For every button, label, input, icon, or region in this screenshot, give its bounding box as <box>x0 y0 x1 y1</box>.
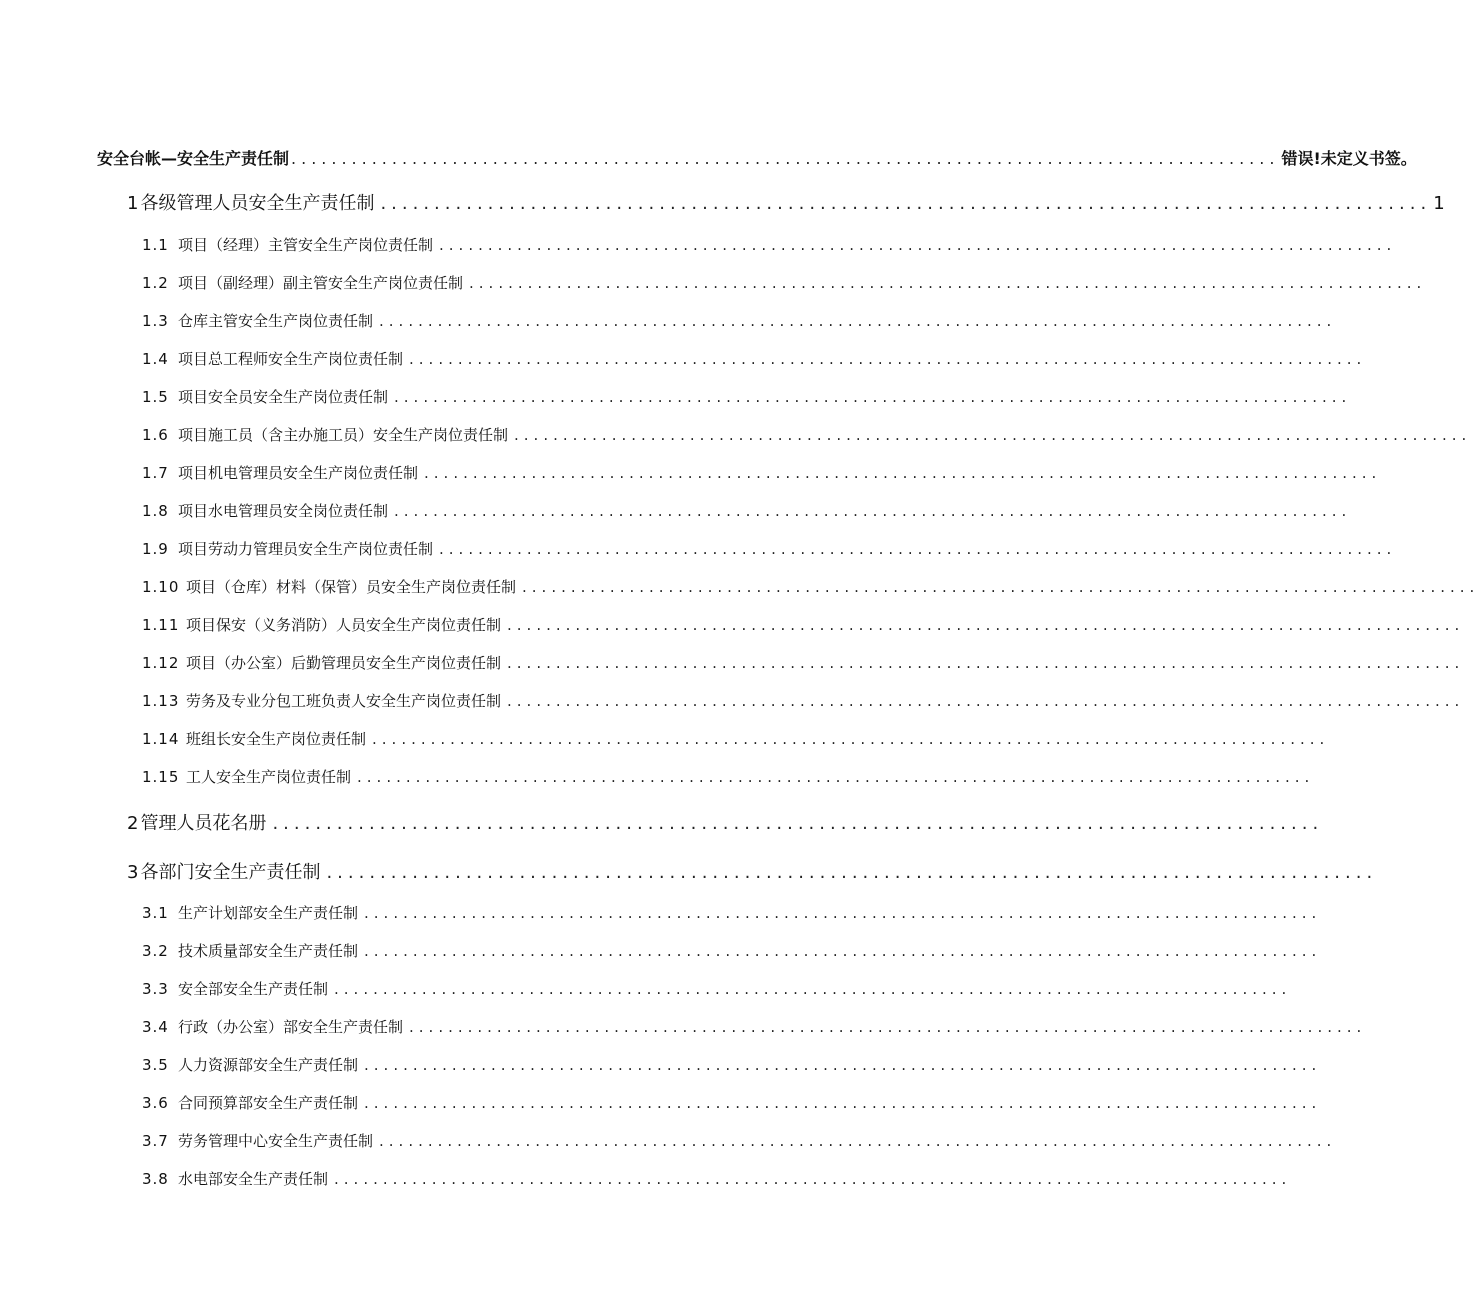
toc-entry-section[interactable] <box>142 1168 1292 1189</box>
toc-section-number: 1.4 <box>142 350 169 368</box>
dot-leader: .................................................................................................. <box>394 388 1352 406</box>
toc-section-label: 仓库主管安全生产岗位责任制 <box>178 312 374 330</box>
dot-leader: .................................................................................................. <box>326 862 1378 883</box>
toc-section-number: 1.7 <box>142 464 169 482</box>
dot-leader: .................................................................................................. <box>380 193 1432 214</box>
toc-entry-chapter-3[interactable] <box>127 858 1378 884</box>
dot-leader: .................................................................................................. <box>507 692 1465 710</box>
dot-leader: .................................................................................................. <box>364 904 1322 922</box>
toc-entry-section[interactable] <box>142 386 1352 407</box>
toc-section-label: 项目（经理）主管安全生产岗位责任制 <box>178 236 434 254</box>
toc-section-number: 3.8 <box>142 1170 169 1188</box>
toc-section-label: 项目水电管理员安全岗位责任制 <box>178 502 389 520</box>
dot-leader: .................................................................................................. <box>409 1018 1367 1036</box>
toc-section-number: 1.13 <box>142 692 180 710</box>
toc-section-label: 安全部安全生产责任制 <box>178 980 329 998</box>
dot-leader: .................................................................................................. <box>514 426 1472 444</box>
toc-section-number: 1.11 <box>142 616 180 634</box>
toc-section-number: 3.1 <box>142 904 169 922</box>
toc-section-number: 3.2 <box>142 942 169 960</box>
toc-entry-section[interactable] <box>142 1016 1367 1037</box>
toc-chapter-label: 各部门安全生产责任制 <box>140 862 321 883</box>
dot-leader: .................................................................................................. <box>409 350 1367 368</box>
toc-chapter-number: 2 <box>127 813 139 834</box>
dot-leader: .................................................................................................. <box>379 1132 1337 1150</box>
toc-entry-section[interactable] <box>142 500 1352 521</box>
toc-section-number: 1.10 <box>142 578 180 596</box>
toc-section-number: 1.15 <box>142 768 180 786</box>
dot-leader: .................................................................................................. <box>357 768 1315 786</box>
toc-section-label: 水电部安全生产责任制 <box>178 1170 329 1188</box>
toc-section-number: 1.2 <box>142 274 169 292</box>
toc-section-number: 1.5 <box>142 388 169 406</box>
toc-entry-section[interactable] <box>142 940 1322 961</box>
toc-entry-section[interactable] <box>142 652 1465 673</box>
toc-entry-section[interactable] <box>142 690 1465 711</box>
dot-leader: .................................................................................................. <box>394 502 1352 520</box>
dot-leader: .................................................................................................. <box>334 1170 1292 1188</box>
toc-section-label: 项目施工员（含主办施工员）安全生产岗位责任制 <box>178 426 509 444</box>
dot-leader: .................................................................................................. <box>291 149 1280 168</box>
toc-chapter-number: 1 <box>127 193 139 214</box>
toc-chapter-number: 3 <box>127 862 139 883</box>
toc-section-label: 合同预算部安全生产责任制 <box>178 1094 359 1112</box>
toc-section-label: 项目总工程师安全生产岗位责任制 <box>178 350 404 368</box>
toc-entry-section[interactable] <box>142 1092 1322 1113</box>
toc-entry-chapter-2[interactable] <box>127 809 1324 835</box>
toc-section-label: 班组长安全生产岗位责任制 <box>186 730 367 748</box>
toc-entry-section[interactable] <box>142 1130 1337 1151</box>
dot-leader: .................................................................................................. <box>507 616 1465 634</box>
toc-section-number: 3.4 <box>142 1018 169 1036</box>
toc-section-label: 人力资源部安全生产责任制 <box>178 1056 359 1074</box>
toc-section-number: 3.5 <box>142 1056 169 1074</box>
toc-section-label: 生产计划部安全生产责任制 <box>178 904 359 922</box>
toc-section-number: 3.6 <box>142 1094 169 1112</box>
dot-leader: .................................................................................................. <box>372 730 1330 748</box>
toc-section-label: 项目机电管理员安全生产岗位责任制 <box>178 464 419 482</box>
toc-section-label: 项目劳动力管理员安全生产岗位责任制 <box>178 540 434 558</box>
toc-section-number: 1.8 <box>142 502 169 520</box>
toc-entry-section[interactable] <box>142 424 1472 445</box>
toc-entry-section[interactable] <box>142 728 1330 749</box>
dot-leader: .................................................................................................. <box>439 236 1397 254</box>
dot-leader: .................................................................................................. <box>364 1056 1322 1074</box>
toc-section-label: 项目（副经理）副主管安全生产岗位责任制 <box>178 274 464 292</box>
toc-entry-section[interactable] <box>142 462 1382 483</box>
toc-entry-section[interactable] <box>142 978 1292 999</box>
toc-entry-section[interactable] <box>142 310 1337 331</box>
toc-entry-section[interactable] <box>142 766 1315 787</box>
toc-section-number: 1.3 <box>142 312 169 330</box>
toc-entry-section[interactable] <box>142 1054 1322 1075</box>
toc-section-number: 3.7 <box>142 1132 169 1150</box>
dot-leader: .................................................................................................. <box>439 540 1397 558</box>
toc-section-label: 项目（仓库）材料（保管）员安全生产岗位责任制 <box>186 578 517 596</box>
toc-section-label: 工人安全生产岗位责任制 <box>186 768 352 786</box>
toc-section-number: 1.6 <box>142 426 169 444</box>
toc-chapter-label: 管理人员花名册 <box>140 813 267 834</box>
dot-leader: .................................................................................................. <box>364 942 1322 960</box>
toc-section-label: 劳务及专业分包工班负责人安全生产岗位责任制 <box>186 692 502 710</box>
dot-leader: .................................................................................................. <box>424 464 1382 482</box>
toc-entry-section[interactable] <box>142 902 1322 923</box>
toc-section-number: 1.1 <box>142 236 169 254</box>
dot-leader: .................................................................................................. <box>379 312 1337 330</box>
toc-title-page: 错误!未定义书签。 <box>1281 149 1417 168</box>
toc-chapter-page: 1 <box>1433 193 1445 214</box>
toc-entry-section[interactable] <box>142 348 1367 369</box>
toc-title-label: 安全台帐—安全生产责任制 <box>97 149 290 168</box>
toc-entry-section[interactable] <box>142 576 1479 597</box>
toc-entry-chapter-1[interactable] <box>127 189 1445 215</box>
toc-entry-section[interactable] <box>142 614 1465 635</box>
toc-section-label: 项目安全员安全生产岗位责任制 <box>178 388 389 406</box>
dot-leader: .................................................................................................. <box>507 654 1465 672</box>
toc-entry-title[interactable] <box>97 146 1417 169</box>
toc-section-number: 1.9 <box>142 540 169 558</box>
toc-section-label: 劳务管理中心安全生产责任制 <box>178 1132 374 1150</box>
toc-section-label: 技术质量部安全生产责任制 <box>178 942 359 960</box>
toc-entry-section[interactable] <box>142 234 1397 255</box>
toc-section-label: 行政（办公室）部安全生产责任制 <box>178 1018 404 1036</box>
dot-leader: .................................................................................................. <box>334 980 1292 998</box>
dot-leader: .................................................................................................. <box>272 813 1324 834</box>
toc-section-label: 项目（办公室）后勤管理员安全生产岗位责任制 <box>186 654 502 672</box>
toc-section-label: 项目保安（义务消防）人员安全生产岗位责任制 <box>186 616 502 634</box>
toc-section-number: 3.3 <box>142 980 169 998</box>
toc-chapter-label: 各级管理人员安全生产责任制 <box>140 193 375 214</box>
toc-entry-section[interactable] <box>142 538 1397 559</box>
toc-section-number: 1.12 <box>142 654 180 672</box>
toc-entry-section[interactable] <box>142 272 1427 293</box>
dot-leader: .................................................................................................. <box>364 1094 1322 1112</box>
dot-leader: .................................................................................................. <box>522 578 1479 596</box>
toc-section-number: 1.14 <box>142 730 180 748</box>
dot-leader: .................................................................................................. <box>469 274 1427 292</box>
